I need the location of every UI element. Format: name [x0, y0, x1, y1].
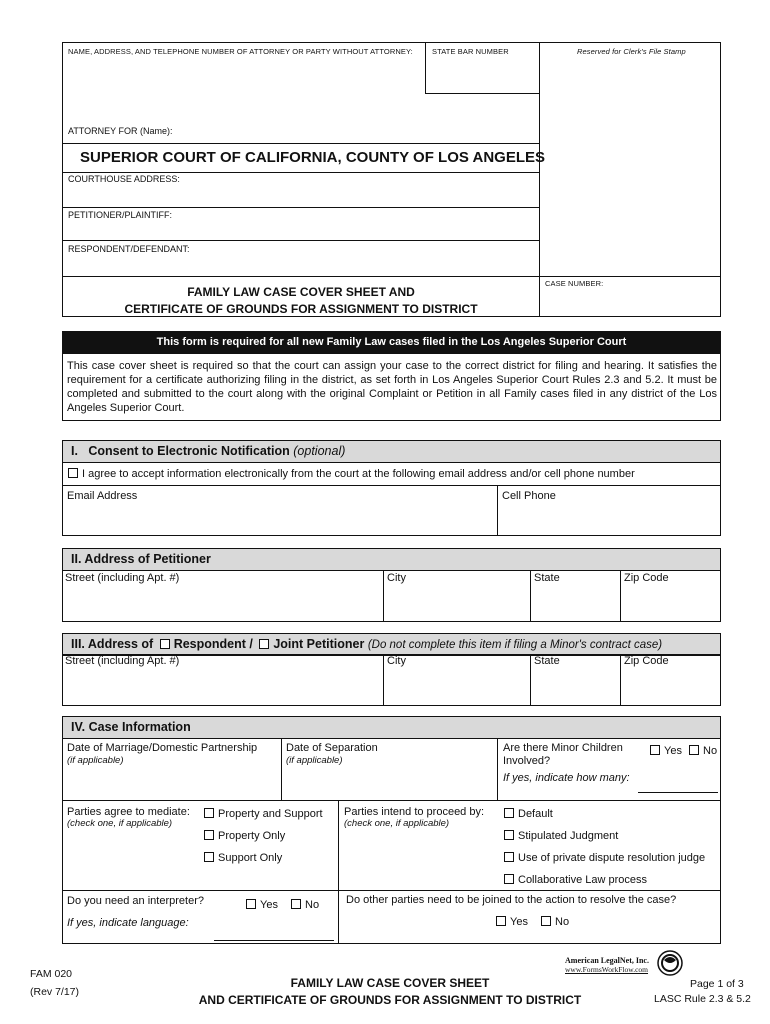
joined-yes-label: Yes: [510, 916, 528, 928]
email-address-input[interactable]: [67, 506, 496, 532]
state-bar-input[interactable]: [430, 62, 538, 90]
form-number: FAM 020: [30, 968, 73, 980]
section-1-header: [62, 440, 721, 463]
respondent-street-input[interactable]: [66, 674, 382, 702]
minor-no-checkbox[interactable]: [689, 745, 699, 755]
footer-title-2: AND CERTIFICATE OF GROUNDS FOR ASSIGNMENT TO DISTRICT: [198, 993, 582, 1007]
checkbox[interactable]: [204, 830, 214, 840]
respondent-label: RESPONDENT/DEFENDANT:: [68, 244, 190, 254]
option-label: Property and Support: [218, 808, 323, 820]
form-revision: (Rev 7/17): [30, 986, 80, 998]
courthouse-address-label: COURTHOUSE ADDRESS:: [68, 174, 180, 184]
page-number: Page 1 of 3: [690, 978, 744, 990]
cell-phone-label: Cell Phone: [502, 490, 556, 502]
section-3-header: [62, 633, 721, 656]
petitioner-label: PETITIONER/PLAINTIFF:: [68, 210, 173, 220]
form-title-line-2: CERTIFICATE OF GROUNDS FOR ASSIGNMENT TO DISTRICT: [124, 302, 478, 316]
respondent-street-label: Street (including Apt. #): [65, 655, 180, 667]
respondent-checkbox[interactable]: [160, 639, 170, 649]
interpreter-yes-checkbox[interactable]: [246, 899, 256, 909]
email-address-label: Email Address: [67, 490, 138, 502]
petitioner-city-input[interactable]: [387, 590, 529, 618]
respondent-zip-label: Zip Code: [624, 655, 669, 667]
petitioner-street-label: Street (including Apt. #): [65, 572, 180, 584]
separation-date-label: Date of Separation: [286, 742, 378, 754]
joint-petitioner-checkbox[interactable]: [259, 639, 269, 649]
consent-checkbox[interactable]: [68, 468, 78, 478]
marriage-if-applicable: (if applicable): [67, 755, 124, 766]
separation-if-applicable: (if applicable): [286, 755, 343, 766]
case-number-label: CASE NUMBER:: [545, 279, 604, 288]
joined-options: [496, 916, 569, 928]
petitioner-state-label: State: [534, 572, 560, 584]
attorney-for-input[interactable]: [180, 124, 534, 140]
language-input[interactable]: [216, 922, 336, 940]
lasc-rule: LASC Rule 2.3 & 5.2: [654, 993, 751, 1005]
respondent-state-label: State: [534, 655, 560, 667]
notice-body: This case cover sheet is required so that the court can assign your case to the correct district for filing and hearing. It satisfies the requirement for a certificate authorizing filing in the district, as set forth in Los Angeles Superior Court Rules 2.3 and 5.2. It must be completed and submitted to the court along with the original Complaint or Petition in all Family cases filed in any district of the Los Angeles Superior Court.: [67, 360, 717, 414]
joined-label: Do other parties need to be joined to the action to resolve the case?: [346, 894, 677, 906]
joined-no-label: No: [555, 916, 570, 928]
proceed-check-one: (check one, if applicable): [344, 818, 450, 829]
vendor-name: American LegalNet, Inc.: [565, 956, 649, 965]
option-label: Collaborative Law process: [518, 874, 648, 886]
how-many-input[interactable]: [640, 776, 720, 792]
option-label: Use of private dispute resolution judge: [518, 852, 706, 864]
option-label: Default: [518, 808, 553, 820]
section-2-header: II. Address of Petitioner: [62, 548, 721, 571]
proceed-option-4[interactable]: [504, 874, 647, 886]
checkbox[interactable]: [204, 852, 214, 862]
mediate-label: Parties agree to mediate:: [67, 806, 190, 818]
petitioner-city-label: City: [387, 572, 406, 584]
marriage-date-label: Date of Marriage/Domestic Partnership: [67, 742, 258, 754]
section-4-box: [62, 738, 721, 944]
respondent-state-input[interactable]: [534, 674, 618, 702]
checkbox[interactable]: [204, 808, 214, 818]
respondent-zip-input[interactable]: [624, 674, 720, 702]
joined-no-checkbox[interactable]: [541, 916, 551, 926]
language-label: If yes, indicate language:: [67, 917, 189, 929]
mediate-option-1[interactable]: [204, 808, 323, 820]
option-label: Stipulated Judgment: [518, 830, 619, 842]
respondent-input[interactable]: [68, 256, 532, 274]
mediate-option-2[interactable]: [204, 830, 285, 842]
respondent-city-label: City: [387, 655, 406, 667]
minor-no-label: No: [703, 745, 718, 757]
separation-date-input[interactable]: [286, 772, 496, 796]
minor-children-label-1: Are there Minor Children: [503, 742, 623, 754]
checkbox[interactable]: [504, 830, 514, 840]
courthouse-address-input[interactable]: [68, 186, 532, 204]
vendor-url[interactable]: www.FormsWorkFlow.com: [565, 965, 649, 974]
proceed-label: Parties intend to proceed by:: [344, 806, 485, 818]
minor-children-options: [650, 745, 717, 757]
mediate-check-one: (check one, if applicable): [67, 818, 173, 829]
vendor-logo-icon: [657, 950, 683, 976]
section-1-number: I.: [71, 444, 78, 458]
minor-children-label-2: Involved?: [503, 755, 551, 767]
form-title-line-1: FAMILY LAW CASE COVER SHEET AND: [187, 285, 415, 299]
respondent-option: Respondent /: [173, 637, 253, 651]
petitioner-street-input[interactable]: [66, 590, 382, 618]
state-bar-label: STATE BAR NUMBER: [432, 47, 509, 56]
proceed-option-1[interactable]: [504, 808, 553, 820]
section-1-title: Consent to Electronic Notification: [88, 444, 290, 458]
petitioner-state-input[interactable]: [534, 590, 618, 618]
consent-row: [68, 468, 635, 480]
section-4-header: IV. Case Information: [62, 716, 721, 739]
petitioner-zip-input[interactable]: [624, 590, 720, 618]
checkbox[interactable]: [504, 808, 514, 818]
proceed-option-2[interactable]: [504, 830, 618, 842]
clerk-stamp-label: Reserved for Clerk's File Stamp: [577, 47, 686, 56]
marriage-date-input[interactable]: [67, 772, 279, 796]
section-1-optional: (optional): [293, 444, 346, 458]
attorney-for-label: ATTORNEY FOR (Name):: [68, 126, 173, 136]
interpreter-options: [246, 899, 319, 911]
checkbox[interactable]: [504, 874, 514, 884]
interpreter-no-checkbox[interactable]: [291, 899, 301, 909]
interpreter-label: Do you need an interpreter?: [67, 895, 204, 907]
footer-title-1: FAMILY LAW CASE COVER SHEET: [290, 976, 490, 990]
petitioner-zip-label: Zip Code: [624, 572, 669, 584]
petitioner-input[interactable]: [68, 222, 532, 239]
section-3-note: (Do not complete this item if filing a Minor's contract case): [367, 639, 663, 651]
court-title: SUPERIOR COURT OF CALIFORNIA, COUNTY OF LOS ANGELES: [80, 149, 546, 166]
interpreter-no-label: No: [305, 899, 320, 911]
joined-yes-checkbox[interactable]: [496, 916, 506, 926]
interpreter-yes-label: Yes: [260, 899, 278, 911]
option-label: Support Only: [218, 852, 283, 864]
respondent-city-input[interactable]: [387, 674, 529, 702]
proceed-option-3[interactable]: [504, 852, 705, 864]
section-3-title: III. Address of: [71, 637, 154, 651]
how-many-label: If yes, indicate how many:: [503, 772, 630, 784]
joint-petitioner-option: Joint Petitioner: [273, 637, 365, 651]
minor-yes-checkbox[interactable]: [650, 745, 660, 755]
case-number-input[interactable]: [545, 292, 719, 312]
attorney-info-input[interactable]: [68, 62, 422, 122]
option-label: Property Only: [218, 830, 286, 842]
checkbox[interactable]: [504, 852, 514, 862]
mediate-option-3[interactable]: [204, 852, 282, 864]
consent-text: I agree to accept information electronically from the court at the following email address and/or cell phone number: [82, 468, 635, 480]
minor-yes-label: Yes: [664, 745, 682, 757]
attorney-name-label: NAME, ADDRESS, AND TELEPHONE NUMBER OF ATTORNEY OR PARTY WITHOUT ATTORNEY:: [68, 47, 413, 56]
notice-banner: This form is required for all new Family Law cases filed in the Los Angeles Superior Court: [62, 331, 721, 353]
cell-phone-input[interactable]: [502, 506, 720, 532]
